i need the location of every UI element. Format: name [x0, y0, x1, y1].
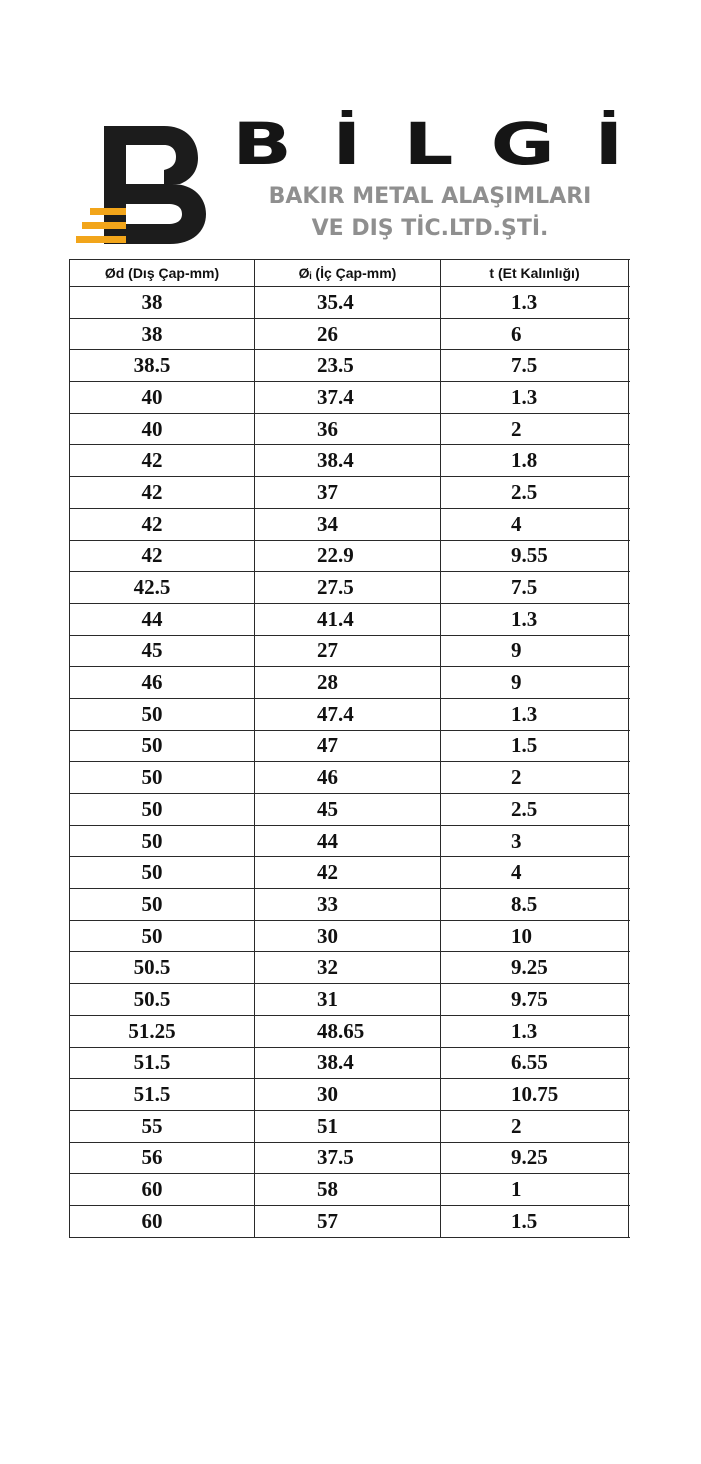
table-row: [69, 952, 630, 984]
wall-thickness-cell: 7.5: [440, 350, 629, 381]
inner-diameter-cell: 35.4: [254, 287, 440, 318]
wall-thickness-cell: 1.5: [440, 731, 629, 762]
header-outer-diameter: Ød (Dış Çap-mm): [69, 260, 254, 286]
outer-diameter-cell: 60: [69, 1174, 254, 1205]
wall-thickness-cell: 9.25: [440, 1143, 629, 1174]
table-row: [69, 1111, 630, 1143]
inner-diameter-cell: 30: [254, 1079, 440, 1110]
wall-thickness-cell: 1.8: [440, 445, 629, 476]
table-row: [69, 762, 630, 794]
wall-thickness-cell: 2.5: [440, 794, 629, 825]
table-row: [69, 826, 630, 858]
table-row: [69, 857, 630, 889]
wall-thickness-cell: 6: [440, 319, 629, 350]
table-row: [69, 287, 630, 319]
table-row: [69, 319, 630, 351]
outer-diameter-cell: 42: [69, 477, 254, 508]
outer-diameter-cell: 56: [69, 1143, 254, 1174]
wall-thickness-cell: 1.3: [440, 382, 629, 413]
wall-thickness-cell: 3: [440, 826, 629, 857]
outer-diameter-cell: 50: [69, 762, 254, 793]
table-body: [69, 287, 630, 1238]
brand-name: [232, 110, 624, 178]
wall-thickness-cell: 9: [440, 667, 629, 698]
table-row: [69, 921, 630, 953]
inner-diameter-cell: 27.5: [254, 572, 440, 603]
brand-letter: B: [232, 110, 292, 178]
outer-diameter-cell: 50: [69, 826, 254, 857]
table-row: [69, 889, 630, 921]
outer-diameter-cell: 50.5: [69, 952, 254, 983]
wall-thickness-cell: 6.55: [440, 1048, 629, 1079]
brand-letter: İ: [594, 110, 624, 178]
inner-diameter-cell: 57: [254, 1206, 440, 1237]
wall-thickness-cell: 10.75: [440, 1079, 629, 1110]
company-tagline-line1: BAKIR METAL ALAŞIMLARI: [268, 184, 592, 209]
company-tagline-line2: VE DIŞ TİC.LTD.ŞTİ.: [311, 216, 549, 241]
header-wall-thickness: t (Et Kalınlığı): [440, 260, 629, 286]
table-row: [69, 984, 630, 1016]
wall-thickness-cell: 2: [440, 762, 629, 793]
wall-thickness-cell: 1.3: [440, 699, 629, 730]
wall-thickness-cell: 2: [440, 1111, 629, 1142]
outer-diameter-cell: 38: [69, 319, 254, 350]
outer-diameter-cell: 38: [69, 287, 254, 318]
wall-thickness-cell: 7.5: [440, 572, 629, 603]
wall-thickness-cell: 4: [440, 509, 629, 540]
inner-diameter-cell: 23.5: [254, 350, 440, 381]
outer-diameter-cell: 50: [69, 794, 254, 825]
outer-diameter-cell: 42: [69, 509, 254, 540]
outer-diameter-cell: 38.5: [69, 350, 254, 381]
table-row: [69, 731, 630, 763]
table-row: [69, 445, 630, 477]
inner-diameter-cell: 38.4: [254, 1048, 440, 1079]
brand-letter: G: [490, 110, 555, 178]
wall-thickness-cell: 9.55: [440, 541, 629, 572]
table-row: [69, 1079, 630, 1111]
wall-thickness-cell: 10: [440, 921, 629, 952]
wall-thickness-cell: 9.25: [440, 952, 629, 983]
outer-diameter-cell: 51.5: [69, 1079, 254, 1110]
inner-diameter-cell: 37.4: [254, 382, 440, 413]
inner-diameter-cell: 36: [254, 414, 440, 445]
outer-diameter-cell: 55: [69, 1111, 254, 1142]
outer-diameter-cell: 50: [69, 699, 254, 730]
inner-diameter-cell: 44: [254, 826, 440, 857]
wall-thickness-cell: 2: [440, 414, 629, 445]
table-header-row: [69, 259, 630, 287]
inner-diameter-cell: 26: [254, 319, 440, 350]
company-logo: [0, 0, 701, 260]
outer-diameter-cell: 42: [69, 541, 254, 572]
table-row: [69, 1143, 630, 1175]
table-row: [69, 699, 630, 731]
dimensions-table: [69, 259, 630, 1238]
table-row: [69, 382, 630, 414]
inner-diameter-cell: 37: [254, 477, 440, 508]
inner-diameter-cell: 38.4: [254, 445, 440, 476]
wall-thickness-cell: 1.3: [440, 1016, 629, 1047]
inner-diameter-cell: 41.4: [254, 604, 440, 635]
wall-thickness-cell: 8.5: [440, 889, 629, 920]
b-logo-icon: [76, 124, 208, 246]
outer-diameter-cell: 42: [69, 445, 254, 476]
outer-diameter-cell: 50: [69, 857, 254, 888]
outer-diameter-cell: 42.5: [69, 572, 254, 603]
outer-diameter-cell: 44: [69, 604, 254, 635]
brand-letter: L: [403, 110, 454, 178]
wall-thickness-cell: 1.3: [440, 287, 629, 318]
inner-diameter-cell: 51: [254, 1111, 440, 1142]
table-row: [69, 794, 630, 826]
wall-thickness-cell: 4: [440, 857, 629, 888]
inner-diameter-cell: 32: [254, 952, 440, 983]
wall-thickness-cell: 1.3: [440, 604, 629, 635]
inner-diameter-cell: 47: [254, 731, 440, 762]
table-row: [69, 509, 630, 541]
wall-thickness-cell: 9: [440, 636, 629, 667]
outer-diameter-cell: 60: [69, 1206, 254, 1237]
table-row: [69, 414, 630, 446]
inner-diameter-cell: 46: [254, 762, 440, 793]
table-row: [69, 541, 630, 573]
wall-thickness-cell: 2.5: [440, 477, 629, 508]
inner-diameter-cell: 22.9: [254, 541, 440, 572]
outer-diameter-cell: 40: [69, 414, 254, 445]
inner-diameter-cell: 45: [254, 794, 440, 825]
table-row: [69, 636, 630, 668]
wall-thickness-cell: 9.75: [440, 984, 629, 1015]
wall-thickness-cell: 1: [440, 1174, 629, 1205]
table-row: [69, 604, 630, 636]
outer-diameter-cell: 50.5: [69, 984, 254, 1015]
outer-diameter-cell: 50: [69, 889, 254, 920]
header-inner-diameter: Øᵢ (İç Çap-mm): [254, 260, 440, 286]
table-row: [69, 477, 630, 509]
table-row: [69, 1016, 630, 1048]
inner-diameter-cell: 27: [254, 636, 440, 667]
table-row: [69, 667, 630, 699]
outer-diameter-cell: 40: [69, 382, 254, 413]
table-row: [69, 350, 630, 382]
inner-diameter-cell: 47.4: [254, 699, 440, 730]
table-row: [69, 1048, 630, 1080]
table-row: [69, 1206, 630, 1238]
inner-diameter-cell: 34: [254, 509, 440, 540]
inner-diameter-cell: 48.65: [254, 1016, 440, 1047]
outer-diameter-cell: 51.5: [69, 1048, 254, 1079]
inner-diameter-cell: 33: [254, 889, 440, 920]
inner-diameter-cell: 30: [254, 921, 440, 952]
inner-diameter-cell: 42: [254, 857, 440, 888]
outer-diameter-cell: 50: [69, 921, 254, 952]
inner-diameter-cell: 37.5: [254, 1143, 440, 1174]
wall-thickness-cell: 1.5: [440, 1206, 629, 1237]
outer-diameter-cell: 45: [69, 636, 254, 667]
table-row: [69, 572, 630, 604]
inner-diameter-cell: 58: [254, 1174, 440, 1205]
outer-diameter-cell: 50: [69, 731, 254, 762]
outer-diameter-cell: 51.25: [69, 1016, 254, 1047]
brand-letter: İ: [332, 110, 362, 178]
inner-diameter-cell: 31: [254, 984, 440, 1015]
inner-diameter-cell: 28: [254, 667, 440, 698]
outer-diameter-cell: 46: [69, 667, 254, 698]
table-row: [69, 1174, 630, 1206]
